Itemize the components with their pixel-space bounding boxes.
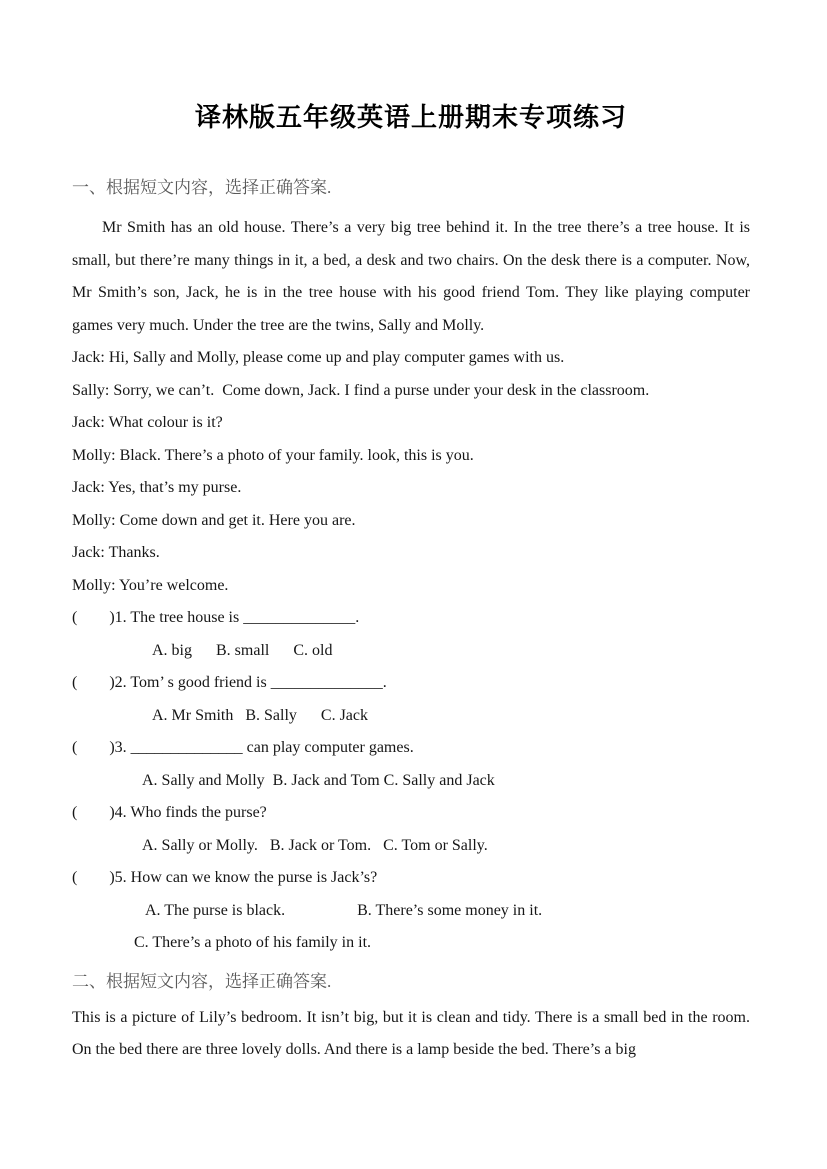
dialogue-line-jack-2: Jack: What colour is it? [72,414,223,431]
section-two-passage: This is a picture of Lily’s bedroom. It isn’t big, but it is clean and tidy. There is a small bed in the room. On the bed there are three lovely dolls. And there is a lamp beside the bed. There’s a big [72,1008,750,1058]
question-2-prompt: ( )2. Tom’ s good friend is ______________. [72,674,387,691]
dialogue-line-jack-1: Jack: Hi, Sally and Molly, please come up and play computer games with us. [72,349,565,366]
question-5-options-ab: A. The purse is black. B. There’s some money in it. [145,901,543,919]
questions-block [72,602,750,960]
dialogue-line-jack-3: Jack: Yes, that’s my purse. [72,479,242,496]
question-4-options: A. Sally or Molly. B. Jack or Tom. C. Tom or Sally. [142,836,488,854]
dialogue-line-molly-1: Molly: Black. There’s a photo of your family. look, this is you. [72,446,474,464]
question-4-prompt: ( )4. Who finds the purse? [72,804,267,821]
question-2-options: A. Mr Smith B. Sally C. Jack [152,706,369,724]
dialogue-line-molly-3: Molly: You’re welcome. [72,576,229,594]
question-1-options: A. big B. small C. old [152,641,333,659]
question-3-options: A. Sally and Molly B. Jack and Tom C. Sally and Jack [142,771,495,789]
question-5-option-c: C. There’s a photo of his family in it. [134,934,372,951]
section-one-heading: 一、根据短文内容，选择正确答案. [72,178,332,197]
dialogue-line-molly-2: Molly: Come down and get it. Here you are. [72,511,356,529]
dialogue-block [72,342,750,602]
page-title: 译林版五年级英语上册期末专项练习 [194,103,627,132]
question-1-prompt: ( )1. The tree house is ______________. [72,609,360,626]
question-3-prompt: ( )3. ______________ can play computer games. [72,739,414,756]
dialogue-line-jack-4: Jack: Thanks. [72,544,160,561]
section-one-passage: Mr Smith has an old house. There’s a very big tree behind it. In the tree there’s a tree house. It is small, but there’re many things in it, a bed, a desk and two chairs. On the desk there is a computer. Now, Mr Smith’s son, Jack, he is in the tree house with his good friend Tom. They like playing computer games very much. Under the tree are the twins, Sally and Molly. [72,219,750,334]
dialogue-line-sally-1: Sally: Sorry, we can’t. Come down, Jack. I find a purse under your desk in the classroom. [72,381,650,399]
question-5-prompt: ( )5. How can we know the purse is Jack’s? [72,869,378,886]
section-two-heading: 二、根据短文内容，选择正确答案. [72,971,332,991]
